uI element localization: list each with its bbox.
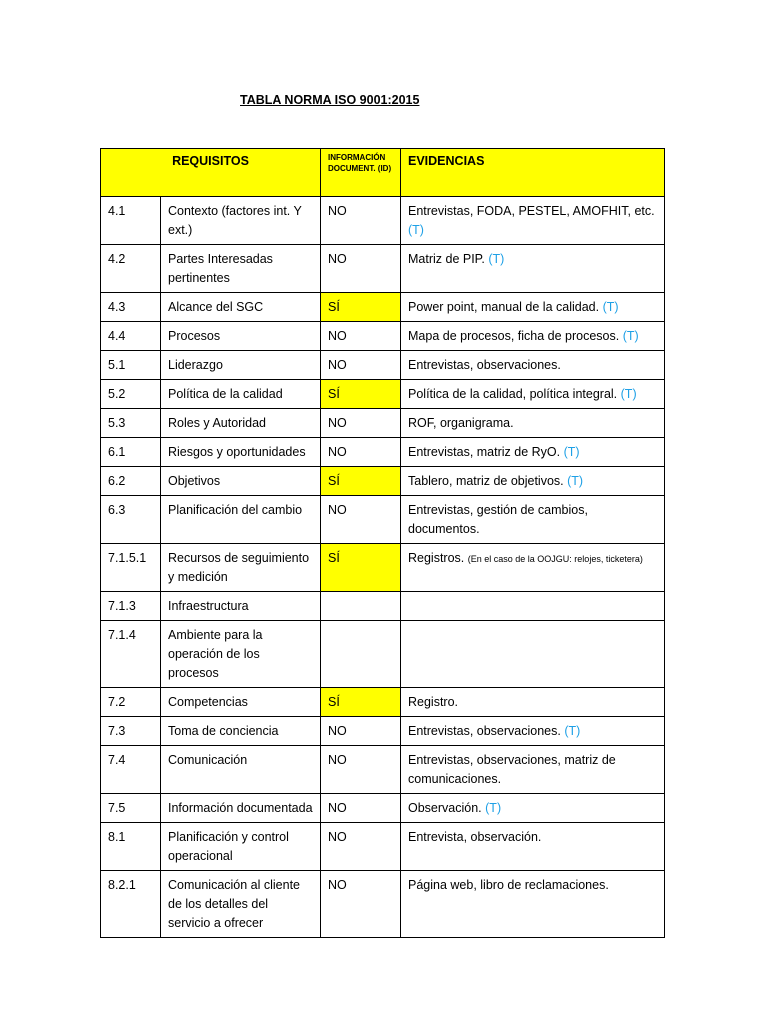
documented-info-flag: NO (321, 496, 401, 544)
table-row (101, 322, 665, 351)
evidence-cell (401, 621, 665, 688)
iso-requirements-table (100, 148, 665, 938)
clause-number: 7.4 (101, 746, 161, 794)
table-row (101, 351, 665, 380)
documented-info-flag (321, 621, 401, 688)
evidence-text: Observación. (408, 801, 482, 815)
documented-info-flag: NO (321, 746, 401, 794)
requirement-name: Comunicación al cliente de los detalles del servicio a ofrecer (161, 871, 321, 938)
clause-number: 4.1 (101, 197, 161, 245)
table-row (101, 871, 665, 938)
documented-info-flag: NO (321, 197, 401, 245)
requirement-name: Planificación y control operacional (161, 823, 321, 871)
evidence-cell (401, 438, 665, 467)
evidence-cell (401, 544, 665, 592)
tool-tag: (T) (488, 252, 505, 266)
clause-number: 7.3 (101, 717, 161, 746)
evidence-text: Matriz de PIP. (408, 252, 485, 266)
clause-number: 7.2 (101, 688, 161, 717)
requirement-name: Infraestructura (161, 592, 321, 621)
evidence-text: Power point, manual de la calidad. (408, 300, 600, 314)
evidence-cell (401, 380, 665, 409)
table-row (101, 823, 665, 871)
requirement-name: Alcance del SGC (161, 293, 321, 322)
evidence-text: Entrevistas, observaciones. (408, 724, 561, 738)
clause-number: 7.5 (101, 794, 161, 823)
document-title: TABLA NORMA ISO 9001:2015 (240, 93, 420, 107)
tool-tag: (T) (620, 387, 637, 401)
evidence-text: Registro. (408, 695, 459, 709)
documented-info-flag: NO (321, 438, 401, 467)
evidence-text: Entrevistas, gestión de cambios, documentos. (408, 503, 588, 536)
evidence-cell (401, 823, 665, 871)
clause-number: 8.2.1 (101, 871, 161, 938)
evidence-cell (401, 322, 665, 351)
clause-number: 8.1 (101, 823, 161, 871)
evidence-text: Entrevistas, observaciones. (408, 358, 561, 372)
table-row (101, 409, 665, 438)
evidence-cell (401, 467, 665, 496)
evidence-text: Entrevistas, FODA, PESTEL, AMOFHIT, etc. (408, 204, 655, 218)
evidence-text: Entrevistas, observaciones, matriz de comunicaciones. (408, 753, 616, 786)
requirement-name: Información documentada (161, 794, 321, 823)
tool-tag: (T) (622, 329, 639, 343)
documented-info-flag: NO (321, 351, 401, 380)
evidence-text: Página web, libro de reclamaciones. (408, 878, 609, 892)
requirement-name: Procesos (161, 322, 321, 351)
clause-number: 6.3 (101, 496, 161, 544)
tool-tag: (T) (563, 445, 580, 459)
table-row (101, 794, 665, 823)
table-row (101, 621, 665, 688)
requirement-name: Partes Interesadas pertinentes (161, 245, 321, 293)
evidence-cell (401, 197, 665, 245)
evidence-cell (401, 293, 665, 322)
clause-number: 7.1.5.1 (101, 544, 161, 592)
requirement-name: Roles y Autoridad (161, 409, 321, 438)
evidence-text: Entrevista, observación. (408, 830, 542, 844)
evidence-cell (401, 409, 665, 438)
table-row (101, 245, 665, 293)
requirement-name: Política de la calidad (161, 380, 321, 409)
evidence-cell (401, 717, 665, 746)
clause-number: 4.4 (101, 322, 161, 351)
clause-number: 7.1.4 (101, 621, 161, 688)
documented-info-flag: SÍ (321, 293, 401, 322)
requirement-name: Toma de conciencia (161, 717, 321, 746)
requirement-name: Competencias (161, 688, 321, 717)
documented-info-flag: SÍ (321, 688, 401, 717)
table-header-row (101, 149, 665, 197)
evidence-cell (401, 871, 665, 938)
requirement-name: Objetivos (161, 467, 321, 496)
header-requisitos: REQUISITOS (101, 149, 321, 197)
documented-info-flag: SÍ (321, 467, 401, 496)
tool-tag: (T) (602, 300, 619, 314)
evidence-text: Entrevistas, matriz de RyO. (408, 445, 561, 459)
documented-info-flag: NO (321, 409, 401, 438)
evidence-cell (401, 351, 665, 380)
documented-info-flag: NO (321, 717, 401, 746)
documented-info-flag: SÍ (321, 380, 401, 409)
clause-number: 5.3 (101, 409, 161, 438)
table-row (101, 746, 665, 794)
table-row (101, 592, 665, 621)
table-row (101, 688, 665, 717)
evidence-cell (401, 688, 665, 717)
evidence-cell (401, 245, 665, 293)
tool-tag: (T) (485, 801, 502, 815)
clause-number: 6.1 (101, 438, 161, 467)
evidence-cell (401, 746, 665, 794)
clause-number: 4.2 (101, 245, 161, 293)
table-row (101, 544, 665, 592)
evidence-text: ROF, organigrama. (408, 416, 514, 430)
evidence-cell (401, 592, 665, 621)
requirement-name: Ambiente para la operación de los procesos (161, 621, 321, 688)
table-row (101, 438, 665, 467)
requirement-name: Recursos de seguimiento y medición (161, 544, 321, 592)
documented-info-flag (321, 592, 401, 621)
header-evidencias: EVIDENCIAS (401, 149, 665, 197)
evidence-text: Registros. (408, 551, 465, 565)
requirement-name: Riesgos y oportunidades (161, 438, 321, 467)
evidence-text: Política de la calidad, política integral. (408, 387, 618, 401)
documented-info-flag: NO (321, 871, 401, 938)
evidence-text: Mapa de procesos, ficha de procesos. (408, 329, 620, 343)
documented-info-flag: NO (321, 823, 401, 871)
table-row (101, 717, 665, 746)
clause-number: 5.2 (101, 380, 161, 409)
requirement-name: Comunicación (161, 746, 321, 794)
table-row (101, 197, 665, 245)
evidence-note: (En el caso de la OOJGU: relojes, ticketera) (467, 554, 643, 564)
evidence-text: Tablero, matriz de objetivos. (408, 474, 564, 488)
tool-tag: (T) (408, 223, 424, 237)
table-row (101, 380, 665, 409)
requirement-name: Liderazgo (161, 351, 321, 380)
table-row (101, 467, 665, 496)
requirement-name: Planificación del cambio (161, 496, 321, 544)
evidence-cell (401, 496, 665, 544)
clause-number: 6.2 (101, 467, 161, 496)
tool-tag: (T) (564, 724, 581, 738)
requirement-name: Contexto (factores int. Y ext.) (161, 197, 321, 245)
tool-tag: (T) (567, 474, 584, 488)
documented-info-flag: NO (321, 245, 401, 293)
documented-info-flag: NO (321, 322, 401, 351)
header-informacion-documentada: INFORMACIÓN DOCUMENT. (ID) (321, 149, 401, 197)
table-row (101, 293, 665, 322)
table-row (101, 496, 665, 544)
clause-number: 4.3 (101, 293, 161, 322)
evidence-cell (401, 794, 665, 823)
documented-info-flag: NO (321, 794, 401, 823)
documented-info-flag: SÍ (321, 544, 401, 592)
clause-number: 7.1.3 (101, 592, 161, 621)
clause-number: 5.1 (101, 351, 161, 380)
